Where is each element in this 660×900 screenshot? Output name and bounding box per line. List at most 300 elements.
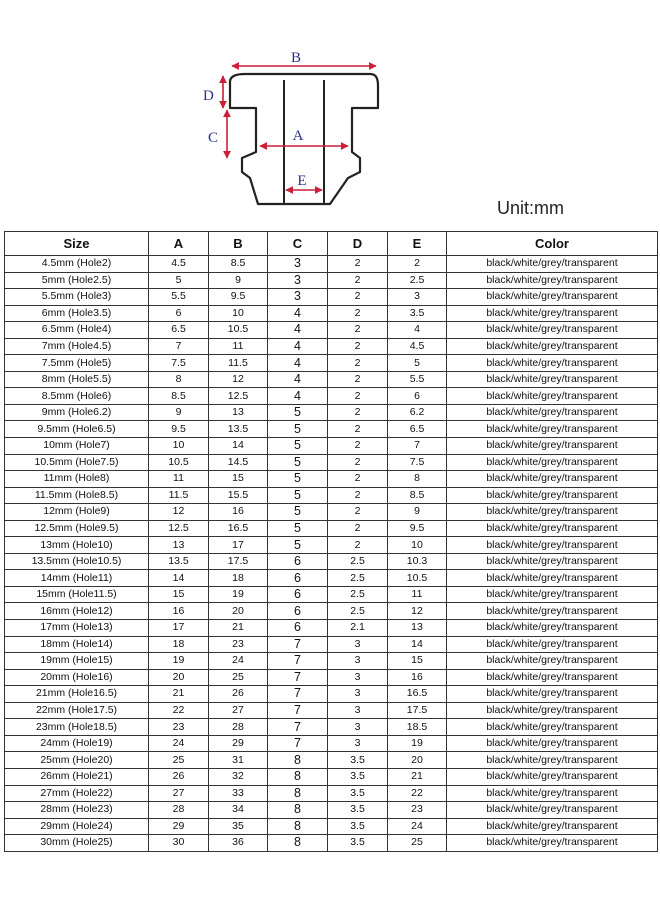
cell-color: black/white/grey/transparent — [447, 371, 658, 388]
cell-d: 2 — [328, 338, 388, 355]
table-row — [5, 305, 658, 322]
cell-e: 15 — [388, 653, 447, 670]
cell-color: black/white/grey/transparent — [447, 537, 658, 554]
cell-color: black/white/grey/transparent — [447, 438, 658, 455]
cell-a: 13 — [149, 537, 209, 554]
cell-a: 12.5 — [149, 520, 209, 537]
cell-e: 2.5 — [388, 272, 447, 289]
cell-d: 3 — [328, 669, 388, 686]
cell-size: 27mm (Hole22) — [5, 785, 149, 802]
cell-color: black/white/grey/transparent — [447, 802, 658, 819]
cell-c: 5 — [268, 504, 328, 521]
cell-color: black/white/grey/transparent — [447, 471, 658, 488]
cell-size: 17mm (Hole13) — [5, 620, 149, 637]
table-row — [5, 802, 658, 819]
cell-size: 8.5mm (Hole6) — [5, 388, 149, 405]
table-row — [5, 768, 658, 785]
cell-a: 12 — [149, 504, 209, 521]
cell-c: 6 — [268, 586, 328, 603]
cell-color: black/white/grey/transparent — [447, 454, 658, 471]
cell-size: 6.5mm (Hole4) — [5, 322, 149, 339]
cell-color: black/white/grey/transparent — [447, 272, 658, 289]
cell-c: 7 — [268, 653, 328, 670]
cell-d: 3 — [328, 735, 388, 752]
cell-a: 9.5 — [149, 421, 209, 438]
cell-e: 24 — [388, 818, 447, 835]
cell-d: 2 — [328, 454, 388, 471]
cell-c: 5 — [268, 487, 328, 504]
cell-a: 16 — [149, 603, 209, 620]
cell-a: 17 — [149, 620, 209, 637]
cell-a: 13.5 — [149, 553, 209, 570]
cell-color: black/white/grey/transparent — [447, 702, 658, 719]
cell-size: 26mm (Hole21) — [5, 768, 149, 785]
cell-a: 6.5 — [149, 322, 209, 339]
cell-c: 5 — [268, 520, 328, 537]
cell-color: black/white/grey/transparent — [447, 669, 658, 686]
cell-size: 30mm (Hole25) — [5, 835, 149, 852]
cell-a: 11 — [149, 471, 209, 488]
cell-color: black/white/grey/transparent — [447, 421, 658, 438]
cell-d: 2 — [328, 471, 388, 488]
cell-d: 3 — [328, 653, 388, 670]
cell-e: 3.5 — [388, 305, 447, 322]
cell-d: 3.5 — [328, 802, 388, 819]
cell-d: 2 — [328, 487, 388, 504]
cell-d: 3.5 — [328, 752, 388, 769]
cell-e: 23 — [388, 802, 447, 819]
cell-c: 8 — [268, 818, 328, 835]
cell-d: 2.5 — [328, 553, 388, 570]
cell-b: 14.5 — [209, 454, 268, 471]
cell-e: 19 — [388, 735, 447, 752]
table-row — [5, 603, 658, 620]
cell-e: 17.5 — [388, 702, 447, 719]
unit-label: Unit:mm — [497, 198, 564, 218]
table-row — [5, 785, 658, 802]
cell-b: 27 — [209, 702, 268, 719]
cell-color: black/white/grey/transparent — [447, 636, 658, 653]
cell-color: black/white/grey/transparent — [447, 305, 658, 322]
cell-d: 2 — [328, 322, 388, 339]
cell-d: 2 — [328, 305, 388, 322]
cell-color: black/white/grey/transparent — [447, 752, 658, 769]
cell-color: black/white/grey/transparent — [447, 735, 658, 752]
cell-c: 5 — [268, 404, 328, 421]
table-row — [5, 322, 658, 339]
cell-color: black/white/grey/transparent — [447, 256, 658, 273]
table-row — [5, 702, 658, 719]
cell-e: 10.5 — [388, 570, 447, 587]
cell-a: 21 — [149, 686, 209, 703]
table-header-row — [5, 232, 658, 256]
cell-b: 24 — [209, 653, 268, 670]
cell-a: 4.5 — [149, 256, 209, 273]
dim-d-label: D — [203, 88, 214, 104]
dim-b-label: B — [290, 50, 302, 66]
cell-a: 9 — [149, 404, 209, 421]
cell-c: 3 — [268, 289, 328, 306]
cell-b: 11.5 — [209, 355, 268, 372]
cell-e: 4 — [388, 322, 447, 339]
cell-d: 3.5 — [328, 768, 388, 785]
cell-b: 32 — [209, 768, 268, 785]
cell-color: black/white/grey/transparent — [447, 322, 658, 339]
cell-e: 7.5 — [388, 454, 447, 471]
cell-a: 30 — [149, 835, 209, 852]
cell-size: 5.5mm (Hole3) — [5, 289, 149, 306]
cell-c: 6 — [268, 603, 328, 620]
cell-color: black/white/grey/transparent — [447, 289, 658, 306]
cell-d: 3.5 — [328, 818, 388, 835]
cell-b: 9 — [209, 272, 268, 289]
table-row — [5, 653, 658, 670]
cell-e: 2 — [388, 256, 447, 273]
cell-d: 2.5 — [328, 570, 388, 587]
cell-size: 28mm (Hole23) — [5, 802, 149, 819]
cell-b: 12.5 — [209, 388, 268, 405]
cell-b: 23 — [209, 636, 268, 653]
cell-b: 21 — [209, 620, 268, 637]
cell-e: 4.5 — [388, 338, 447, 355]
table-row — [5, 371, 658, 388]
cell-d: 2 — [328, 520, 388, 537]
cell-c: 8 — [268, 752, 328, 769]
header-a: A — [149, 232, 209, 256]
cell-size: 9.5mm (Hole6.5) — [5, 421, 149, 438]
cell-b: 29 — [209, 735, 268, 752]
cell-a: 6 — [149, 305, 209, 322]
cell-d: 2 — [328, 438, 388, 455]
cell-color: black/white/grey/transparent — [447, 785, 658, 802]
cell-e: 16.5 — [388, 686, 447, 703]
cell-color: black/white/grey/transparent — [447, 653, 658, 670]
cell-e: 18.5 — [388, 719, 447, 736]
cell-e: 25 — [388, 835, 447, 852]
cell-d: 3 — [328, 636, 388, 653]
dim-a-label: A — [292, 128, 304, 144]
cell-a: 7.5 — [149, 355, 209, 372]
header-color: Color — [447, 232, 658, 256]
table-row — [5, 719, 658, 736]
cell-size: 22mm (Hole17.5) — [5, 702, 149, 719]
grommet-diagram — [190, 40, 400, 220]
cell-size: 18mm (Hole14) — [5, 636, 149, 653]
cell-c: 5 — [268, 471, 328, 488]
cell-c: 6 — [268, 570, 328, 587]
cell-a: 5 — [149, 272, 209, 289]
cell-a: 8.5 — [149, 388, 209, 405]
cell-c: 7 — [268, 636, 328, 653]
cell-e: 3 — [388, 289, 447, 306]
table-row — [5, 636, 658, 653]
cell-d: 3 — [328, 702, 388, 719]
table-row — [5, 735, 658, 752]
cell-b: 14 — [209, 438, 268, 455]
table-row — [5, 586, 658, 603]
cell-b: 9.5 — [209, 289, 268, 306]
cell-c: 4 — [268, 322, 328, 339]
cell-c: 3 — [268, 272, 328, 289]
table-row — [5, 421, 658, 438]
cell-color: black/white/grey/transparent — [447, 818, 658, 835]
cell-a: 5.5 — [149, 289, 209, 306]
cell-b: 16.5 — [209, 520, 268, 537]
cell-d: 2 — [328, 388, 388, 405]
cell-d: 2 — [328, 355, 388, 372]
cell-color: black/white/grey/transparent — [447, 686, 658, 703]
cell-b: 28 — [209, 719, 268, 736]
header-e: E — [388, 232, 447, 256]
cell-c: 4 — [268, 388, 328, 405]
cell-d: 2.5 — [328, 586, 388, 603]
cell-color: black/white/grey/transparent — [447, 586, 658, 603]
cell-b: 25 — [209, 669, 268, 686]
table-row — [5, 669, 658, 686]
cell-b: 20 — [209, 603, 268, 620]
cell-b: 17.5 — [209, 553, 268, 570]
cell-a: 28 — [149, 802, 209, 819]
dim-e-label: E — [297, 173, 307, 189]
dim-c-label: C — [208, 130, 219, 146]
cell-color: black/white/grey/transparent — [447, 553, 658, 570]
cell-b: 35 — [209, 818, 268, 835]
cell-c: 7 — [268, 686, 328, 703]
cell-d: 2.1 — [328, 620, 388, 637]
table-row — [5, 272, 658, 289]
cell-b: 13.5 — [209, 421, 268, 438]
cell-c: 5 — [268, 421, 328, 438]
table-row — [5, 355, 658, 372]
cell-a: 19 — [149, 653, 209, 670]
cell-b: 19 — [209, 586, 268, 603]
cell-c: 4 — [268, 371, 328, 388]
cell-size: 16mm (Hole12) — [5, 603, 149, 620]
cell-a: 23 — [149, 719, 209, 736]
cell-color: black/white/grey/transparent — [447, 570, 658, 587]
cell-e: 7 — [388, 438, 447, 455]
cell-size: 25mm (Hole20) — [5, 752, 149, 769]
cell-color: black/white/grey/transparent — [447, 719, 658, 736]
cell-e: 14 — [388, 636, 447, 653]
cell-d: 2.5 — [328, 603, 388, 620]
cell-size: 13.5mm (Hole10.5) — [5, 553, 149, 570]
table-row — [5, 818, 658, 835]
cell-size: 4.5mm (Hole2) — [5, 256, 149, 273]
table-row — [5, 620, 658, 637]
cell-b: 34 — [209, 802, 268, 819]
cell-b: 10.5 — [209, 322, 268, 339]
cell-a: 18 — [149, 636, 209, 653]
cell-e: 10 — [388, 537, 447, 554]
table-row — [5, 504, 658, 521]
cell-size: 8mm (Hole5.5) — [5, 371, 149, 388]
cell-b: 13 — [209, 404, 268, 421]
cell-c: 4 — [268, 305, 328, 322]
cell-a: 14 — [149, 570, 209, 587]
cell-b: 17 — [209, 537, 268, 554]
cell-d: 2 — [328, 371, 388, 388]
cell-a: 26 — [149, 768, 209, 785]
table-row — [5, 256, 658, 273]
cell-d: 2 — [328, 537, 388, 554]
cell-c: 8 — [268, 835, 328, 852]
cell-c: 7 — [268, 669, 328, 686]
cell-a: 27 — [149, 785, 209, 802]
cell-size: 5mm (Hole2.5) — [5, 272, 149, 289]
cell-a: 11.5 — [149, 487, 209, 504]
cell-e: 6.5 — [388, 421, 447, 438]
cell-color: black/white/grey/transparent — [447, 388, 658, 405]
cell-a: 25 — [149, 752, 209, 769]
table-body — [5, 256, 658, 852]
table-row — [5, 553, 658, 570]
cell-c: 5 — [268, 454, 328, 471]
cell-a: 15 — [149, 586, 209, 603]
cell-a: 29 — [149, 818, 209, 835]
cell-b: 36 — [209, 835, 268, 852]
table-row — [5, 338, 658, 355]
cell-d: 3.5 — [328, 785, 388, 802]
cell-d: 2 — [328, 404, 388, 421]
cell-c: 7 — [268, 719, 328, 736]
table-row — [5, 752, 658, 769]
cell-e: 5 — [388, 355, 447, 372]
cell-b: 15 — [209, 471, 268, 488]
cell-size: 13mm (Hole10) — [5, 537, 149, 554]
cell-c: 5 — [268, 537, 328, 554]
cell-c: 5 — [268, 438, 328, 455]
cell-e: 11 — [388, 586, 447, 603]
cell-color: black/white/grey/transparent — [447, 768, 658, 785]
cell-size: 11.5mm (Hole8.5) — [5, 487, 149, 504]
cell-e: 8.5 — [388, 487, 447, 504]
cell-size: 23mm (Hole18.5) — [5, 719, 149, 736]
cell-b: 18 — [209, 570, 268, 587]
cell-size: 7mm (Hole4.5) — [5, 338, 149, 355]
cell-e: 21 — [388, 768, 447, 785]
cell-c: 4 — [268, 355, 328, 372]
cell-size: 6mm (Hole3.5) — [5, 305, 149, 322]
cell-e: 10.3 — [388, 553, 447, 570]
table-row — [5, 686, 658, 703]
table-row — [5, 537, 658, 554]
cell-size: 15mm (Hole11.5) — [5, 586, 149, 603]
cell-e: 8 — [388, 471, 447, 488]
cell-d: 3 — [328, 686, 388, 703]
cell-b: 12 — [209, 371, 268, 388]
cell-size: 14mm (Hole11) — [5, 570, 149, 587]
header-d: D — [328, 232, 388, 256]
cell-b: 10 — [209, 305, 268, 322]
cell-e: 13 — [388, 620, 447, 637]
cell-a: 8 — [149, 371, 209, 388]
cell-e: 20 — [388, 752, 447, 769]
cell-b: 8.5 — [209, 256, 268, 273]
cell-d: 2 — [328, 289, 388, 306]
cell-a: 20 — [149, 669, 209, 686]
cell-size: 29mm (Hole24) — [5, 818, 149, 835]
cell-color: black/white/grey/transparent — [447, 603, 658, 620]
cell-size: 11mm (Hole8) — [5, 471, 149, 488]
cell-c: 8 — [268, 785, 328, 802]
cell-size: 20mm (Hole16) — [5, 669, 149, 686]
cell-size: 24mm (Hole19) — [5, 735, 149, 752]
cell-size: 10mm (Hole7) — [5, 438, 149, 455]
header-size: Size — [5, 232, 149, 256]
cell-color: black/white/grey/transparent — [447, 835, 658, 852]
cell-a: 10 — [149, 438, 209, 455]
cell-e: 16 — [388, 669, 447, 686]
cell-c: 6 — [268, 620, 328, 637]
cell-b: 31 — [209, 752, 268, 769]
cell-color: black/white/grey/transparent — [447, 487, 658, 504]
size-table — [4, 231, 658, 852]
cell-size: 9mm (Hole6.2) — [5, 404, 149, 421]
cell-c: 7 — [268, 735, 328, 752]
cell-size: 7.5mm (Hole5) — [5, 355, 149, 372]
cell-c: 3 — [268, 256, 328, 273]
cell-size: 21mm (Hole16.5) — [5, 686, 149, 703]
cell-color: black/white/grey/transparent — [447, 404, 658, 421]
cell-c: 4 — [268, 338, 328, 355]
table-row — [5, 520, 658, 537]
cell-c: 7 — [268, 702, 328, 719]
cell-b: 16 — [209, 504, 268, 521]
cell-e: 6.2 — [388, 404, 447, 421]
cell-b: 26 — [209, 686, 268, 703]
cell-e: 5.5 — [388, 371, 447, 388]
table-row — [5, 835, 658, 852]
cell-b: 11 — [209, 338, 268, 355]
table-row — [5, 570, 658, 587]
table-row — [5, 471, 658, 488]
table-row — [5, 487, 658, 504]
cell-c: 6 — [268, 553, 328, 570]
cell-a: 24 — [149, 735, 209, 752]
table-row — [5, 404, 658, 421]
cell-e: 12 — [388, 603, 447, 620]
header-c: C — [268, 232, 328, 256]
cell-size: 19mm (Hole15) — [5, 653, 149, 670]
header-b: B — [209, 232, 268, 256]
cell-d: 3 — [328, 719, 388, 736]
cell-e: 9 — [388, 504, 447, 521]
table-row — [5, 289, 658, 306]
cell-c: 8 — [268, 768, 328, 785]
cell-color: black/white/grey/transparent — [447, 520, 658, 537]
table-row — [5, 454, 658, 471]
cell-color: black/white/grey/transparent — [447, 355, 658, 372]
cell-color: black/white/grey/transparent — [447, 620, 658, 637]
cell-e: 9.5 — [388, 520, 447, 537]
cell-size: 12.5mm (Hole9.5) — [5, 520, 149, 537]
cell-e: 6 — [388, 388, 447, 405]
cell-a: 7 — [149, 338, 209, 355]
cell-size: 10.5mm (Hole7.5) — [5, 454, 149, 471]
table-row — [5, 438, 658, 455]
cell-d: 2 — [328, 504, 388, 521]
cell-b: 33 — [209, 785, 268, 802]
cell-d: 3.5 — [328, 835, 388, 852]
cell-a: 22 — [149, 702, 209, 719]
cell-d: 2 — [328, 421, 388, 438]
cell-color: black/white/grey/transparent — [447, 338, 658, 355]
cell-color: black/white/grey/transparent — [447, 504, 658, 521]
cell-d: 2 — [328, 272, 388, 289]
table-row — [5, 388, 658, 405]
cell-size: 12mm (Hole9) — [5, 504, 149, 521]
